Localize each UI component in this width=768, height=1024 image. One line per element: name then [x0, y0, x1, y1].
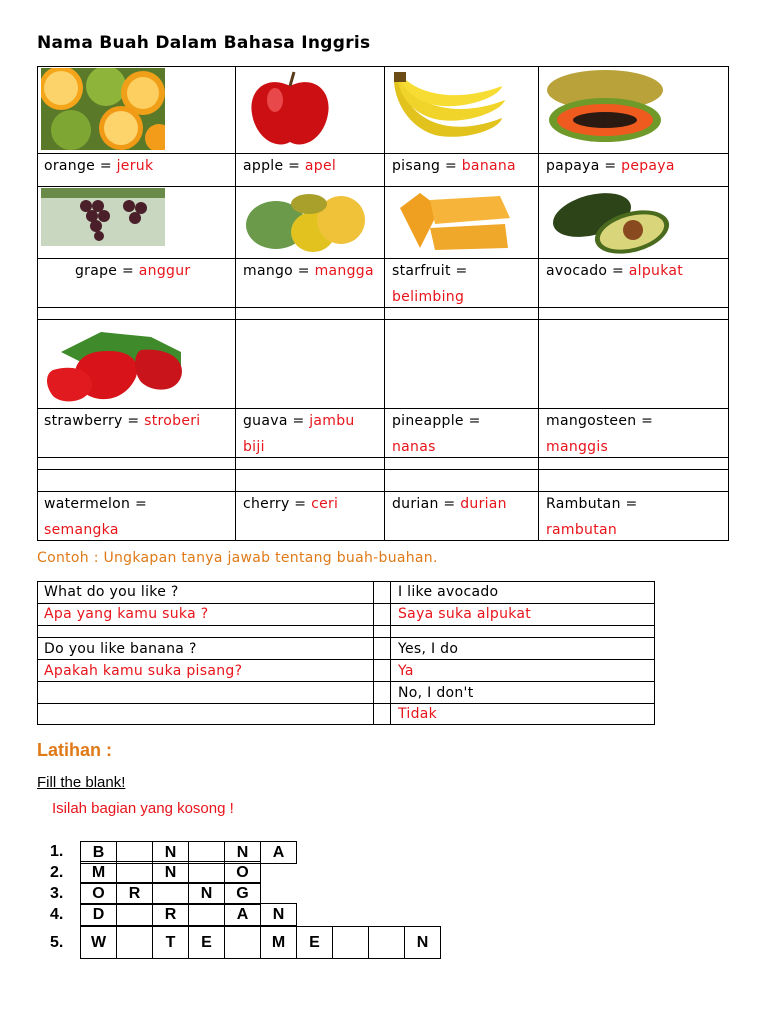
question-1-translation: Apa yang kamu suka ? — [44, 606, 209, 622]
puzzle-cell[interactable] — [368, 926, 405, 959]
puzzle-cell: N — [404, 926, 441, 959]
fruit-label-papaya: papaya = pepaya — [546, 158, 675, 174]
answer-2-translation: Ya — [398, 663, 414, 679]
puzzle-cell: M — [260, 926, 297, 959]
contoh-heading: Contoh : Ungkapan tanya jawab tentang buah-buahan. — [37, 550, 438, 566]
question-2: Do you like banana ? — [44, 641, 197, 657]
puzzle-number-1: 1. — [50, 843, 64, 860]
puzzle-cell: D — [80, 903, 117, 926]
puzzle-cell: A — [260, 841, 297, 864]
fruit-label-guava: guava = jambu biji — [243, 413, 355, 455]
puzzle-cell[interactable] — [116, 861, 153, 884]
puzzle-cell: N — [152, 841, 189, 864]
puzzle-cell: G — [224, 882, 261, 905]
puzzle-cell: E — [188, 926, 225, 959]
puzzle-cell[interactable] — [152, 882, 189, 905]
puzzle-cell: T — [152, 926, 189, 959]
answer-3-translation: Tidak — [398, 706, 438, 722]
puzzle-cell: R — [152, 903, 189, 926]
puzzle-cell: B — [80, 841, 117, 864]
fruit-label-rambutan: Rambutan = rambutan — [546, 496, 638, 538]
answer-3: No, I don't — [398, 685, 474, 701]
puzzle-cell[interactable] — [332, 926, 369, 959]
fruit-label-mangosteen: mangosteen = manggis — [546, 413, 654, 455]
isilah-instruction: Isilah bagian yang kosong ! — [52, 800, 234, 817]
question-2-translation: Apakah kamu suka pisang? — [44, 663, 243, 679]
latihan-heading: Latihan : — [37, 740, 112, 760]
answer-1-translation: Saya suka alpukat — [398, 606, 532, 622]
fruit-label-strawberry: strawberry = stroberi — [44, 413, 201, 429]
puzzle-cell[interactable] — [188, 861, 225, 884]
page-title: Nama Buah Dalam Bahasa Inggris — [37, 33, 371, 53]
puzzle-cell: N — [224, 841, 261, 864]
fruit-label-apple: apple = apel — [243, 158, 337, 174]
fruit-label-watermelon: watermelon = semangka — [44, 496, 148, 538]
puzzle-number-2: 2. — [50, 864, 64, 881]
answer-1: I like avocado — [398, 584, 499, 600]
fruit-label-banana: pisang = banana — [392, 158, 516, 174]
fruit-label-starfruit: starfruit = belimbing — [392, 263, 468, 305]
puzzle-cell: O — [80, 882, 117, 905]
answer-2: Yes, I do — [398, 641, 459, 657]
puzzle-cell: O — [224, 861, 261, 884]
fruit-label-avocado: avocado = alpukat — [546, 263, 684, 279]
puzzle-cell: W — [80, 926, 117, 959]
puzzle-number-3: 3. — [50, 885, 64, 902]
puzzle-cell[interactable] — [188, 903, 225, 926]
fill-instruction: Fill the blank! — [37, 774, 126, 791]
puzzle-cell: N — [152, 861, 189, 884]
fruit-label-mango: mango = mangga — [243, 263, 374, 279]
puzzle-cell: A — [224, 903, 261, 926]
fruit-label-grape: grape = anggur — [75, 263, 191, 279]
fruit-label-durian: durian = durian — [392, 496, 507, 512]
puzzle-cell: E — [296, 926, 333, 959]
puzzle-number-5: 5. — [50, 934, 64, 951]
fruit-label-orange: orange = jeruk — [44, 158, 154, 174]
puzzle-cell[interactable] — [116, 903, 153, 926]
fruit-label-pineapple: pineapple = nanas — [392, 413, 481, 455]
puzzle-cell: M — [80, 861, 117, 884]
puzzle-cell: N — [188, 882, 225, 905]
puzzle-cell: R — [116, 882, 153, 905]
puzzle-cell[interactable] — [224, 926, 261, 959]
fruit-label-cherry: cherry = ceri — [243, 496, 339, 512]
question-1: What do you like ? — [44, 584, 179, 600]
puzzle-cell: N — [260, 903, 297, 926]
puzzle-cell[interactable] — [116, 926, 153, 959]
puzzle-number-4: 4. — [50, 906, 64, 923]
